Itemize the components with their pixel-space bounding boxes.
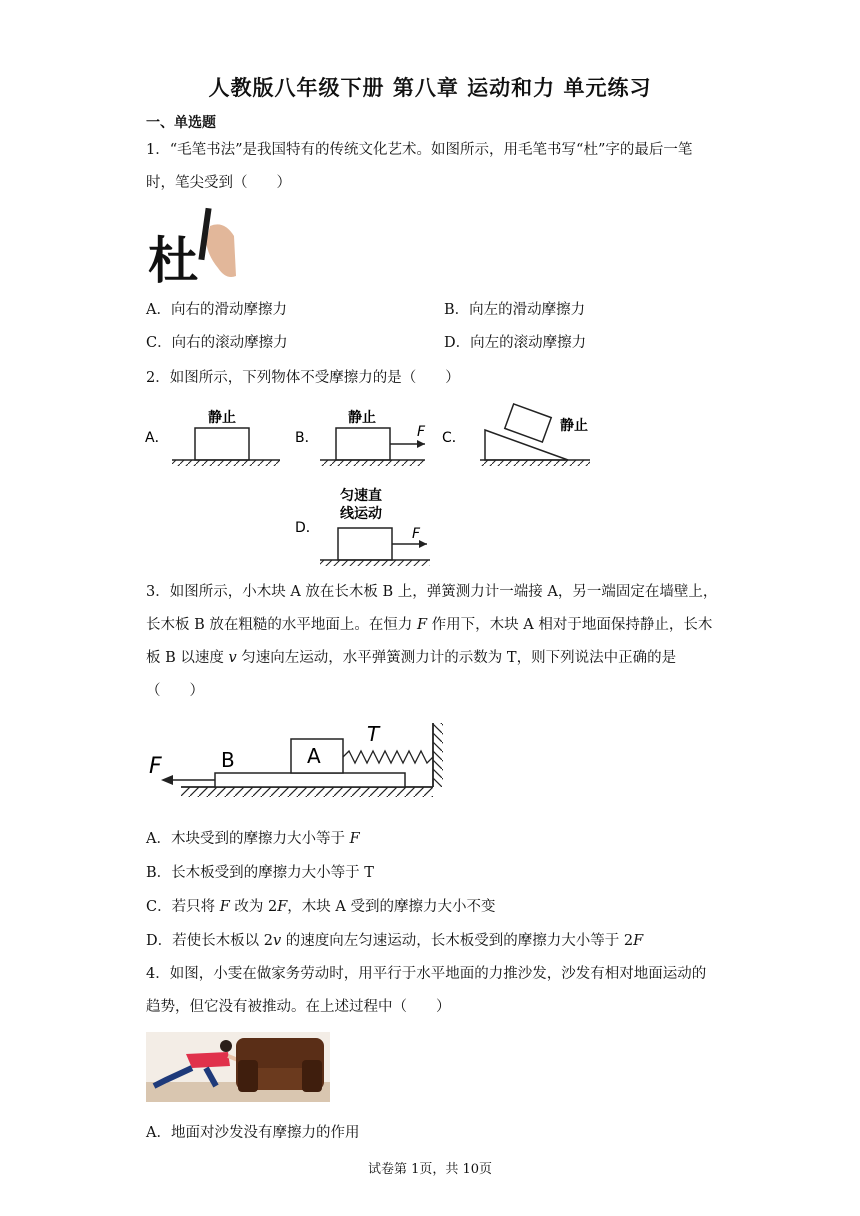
fig-c-static-text: 静止 (560, 418, 588, 434)
sofa-arm-right (302, 1060, 322, 1092)
q1-option-a[interactable]: A．向右的滑动摩擦力 (146, 302, 287, 318)
page-title: 人教版八年级下册 第八章 运动和力 单元练习 (208, 76, 652, 100)
force-arrowhead-b (417, 440, 425, 448)
q1-option-b[interactable]: B．向左的滑动摩擦力 (444, 302, 586, 318)
label-f: F (149, 754, 162, 779)
person-body (186, 1052, 230, 1068)
fig-b-force-label: F (417, 424, 426, 440)
label-b: B (221, 748, 235, 772)
ground-hatch-c (480, 460, 590, 466)
figure-a (172, 409, 280, 466)
fig-b-label: B． (295, 430, 319, 446)
question-3-stem: 3．如图所示，小木块 A 放在长木板 B 上，弹簧测力计一端接 A，另一端固定在墙壁上，长木板 B 放在粗糙的水平地面上。在恒力 F 作用下，木块 A 相对于地面保持静止，长木板 B 以速度 v 匀速向左运动，水平弹簧测力计的示数为 T，则下列说法中正确的是（ ） (146, 584, 718, 699)
calligraphy-figure (146, 206, 238, 284)
q3-option-c[interactable]: C．若只将 F 改为 2F，木块 A 受到的摩擦力大小不变 (146, 899, 496, 915)
q1-option-c[interactable]: C．向右的滚动摩擦力 (146, 335, 288, 351)
board-b (215, 773, 405, 787)
page-footer: 试卷第 1页，共 10页 (367, 1162, 493, 1177)
question-3-figure (145, 715, 460, 805)
label-a: A (307, 744, 321, 768)
question-2-stem: 2．如图所示，下列物体不受摩擦力的是（ ） (146, 370, 460, 386)
person-head (220, 1040, 232, 1052)
question-1-stem: 1．“毛笔书法”是我国特有的传统文化艺术。如图所示，用毛笔书写“杜”字的最后一笔时，笔尖受到（ ） (146, 142, 693, 191)
sofa-arm-left (238, 1060, 258, 1092)
fig-d-text-line1: 匀速直 (340, 488, 382, 504)
fig-a-label: A． (145, 430, 169, 446)
ground-hatch (181, 787, 433, 797)
force-arrowhead-f (161, 775, 173, 785)
block-b (336, 428, 390, 460)
fig-c-label: C． (442, 430, 466, 446)
block-d (338, 528, 392, 560)
question-2-figures (140, 400, 600, 570)
section-heading: 一、单选题 (146, 115, 216, 131)
fig-d-force-label: F (412, 526, 421, 542)
calligraphy-character: 杜 (148, 232, 198, 284)
fig-b-static-text: 静止 (348, 410, 376, 426)
figure-b (320, 409, 426, 466)
force-arrowhead-d (419, 540, 427, 548)
ground-hatch-a (172, 460, 280, 466)
label-t: T (367, 722, 380, 746)
q3-option-b[interactable]: B．长木板受到的摩擦力大小等于 T (146, 865, 374, 881)
ground-hatch-b (320, 460, 425, 466)
sofa-photo (146, 1032, 330, 1102)
figure-c (480, 404, 590, 466)
q3-option-a[interactable]: A．木块受到的摩擦力大小等于 F (146, 831, 360, 847)
figure-d (320, 487, 430, 566)
fig-d-text-line2: 线运动 (340, 506, 382, 522)
fig-a-static-text: 静止 (208, 410, 236, 426)
q4-option-a[interactable]: A．地面对沙发没有摩擦力的作用 (146, 1125, 360, 1141)
q3-option-d[interactable]: D．若使长木板以 2v 的速度向左匀速运动，长木板受到的摩擦力大小等于 2F (146, 933, 644, 949)
wall-hatch (433, 723, 443, 787)
block-c (505, 404, 551, 442)
spring (343, 751, 433, 763)
q1-option-d[interactable]: D．向左的滚动摩擦力 (444, 335, 587, 351)
sofa-seat (258, 1068, 302, 1090)
ground-hatch-d (320, 560, 430, 566)
fig-d-label: D． (295, 520, 320, 536)
question-4-stem: 4．如图，小雯在做家务劳动时，用平行于水平地面的力推沙发，沙发有相对地面运动的趋势，但它没有被推动。在上述过程中（ ） (146, 966, 707, 1015)
block-a (195, 428, 249, 460)
